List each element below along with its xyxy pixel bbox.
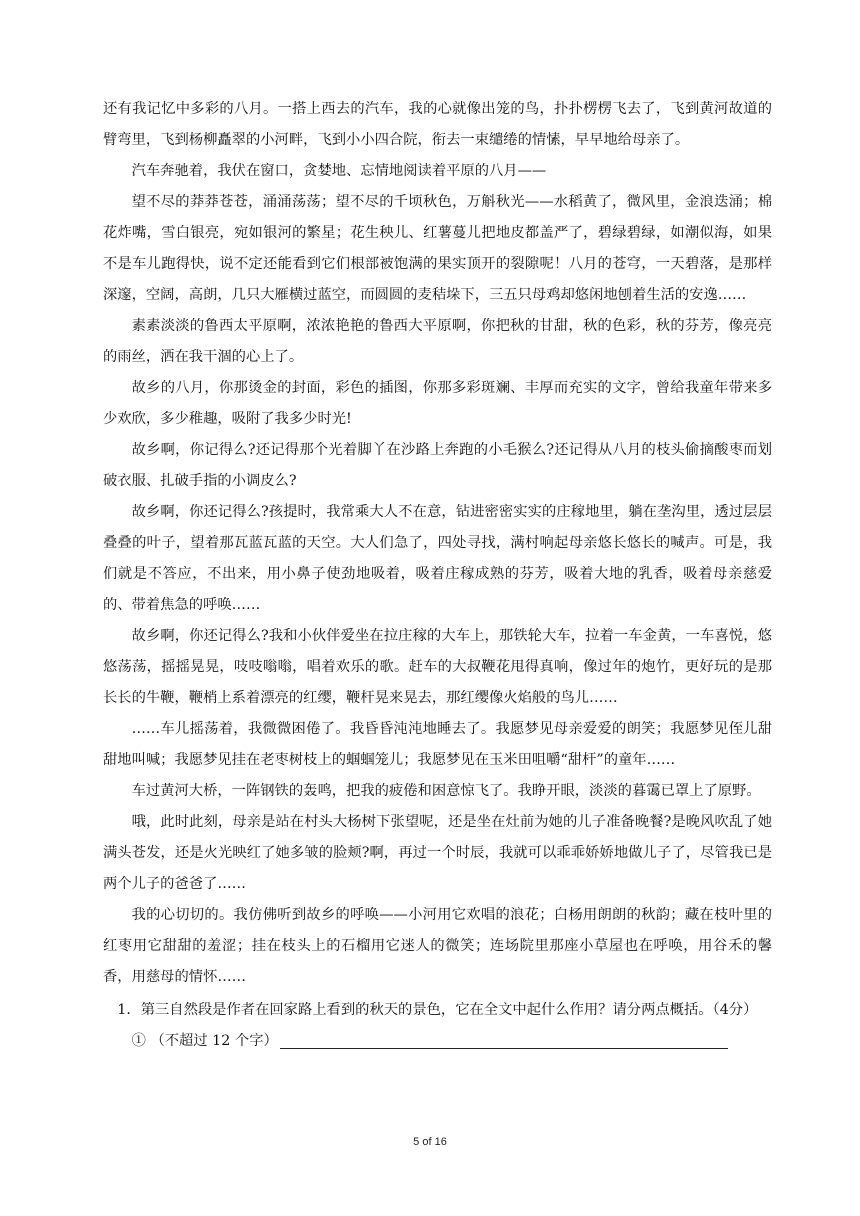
paragraph-2: 汽车奔驰着，我伏在窗口，贪婪地、忘情地阅读着平原的八月—— [131,163,547,179]
paragraph-12: 我的心切切的。我仿佛听到故乡的呼唤——小河用它欢唱的浪花；白杨用朗朗的秋韵；藏在枝叶里的红枣用它甜甜的羞涩；挂在枝头上的石榴用它迷人的微笑；连场院里那座小草屋也在呼唤，用谷禾的馨香，用慈母的情怀…… [103,907,772,985]
paragraph-5: 故乡的八月，你那烫金的封面，彩色的插图，你那多彩斑斓、丰厚而充实的文字，曾给我童年带来多少欢欣，多少稚趣，吸附了我多少时光! [103,380,772,427]
paragraph-7: 故乡啊，你还记得么?孩提时，我常乘大人不在意，钻进密密实实的庄稼地里，躺在垄沟里，透过层层叠叠的叶子，望着那瓦蓝瓦蓝的天空。大人们急了，四处寻找，满村响起母亲悠长悠长的喊声。可是，我们就是不答应，不出来，用小鼻子使劲地吸着，吸着庄稼成熟的芬芳，吸着大地的乳香，吸着母亲慈爱的、带着焦急的呼唤…… [103,504,772,613]
answer-hint: （不超过 12 个字） [150,1033,278,1049]
paragraph-9: ……车儿摇荡着，我微微困倦了。我昏昏沌沌地睡去了。我愿梦见母亲爱爱的朗笑；我愿梦见侄儿甜甜地叫喊；我愿梦见挂在老枣树枝上的蝈蝈笼儿；我愿梦见在玉米田咀嚼“甜杆”的童年…… [103,721,772,768]
paragraph-4: 素素淡淡的鲁西太平原啊，浓浓艳艳的鲁西大平原啊，你把秋的甘甜，秋的色彩，秋的芬芳，像亮亮的雨丝，洒在我干涸的心上了。 [103,318,772,365]
answer-row-1 [103,1026,772,1057]
paragraph-3: 望不尽的莽莽苍苍，涌涌荡荡；望不尽的千顷秋色，万斛秋光——水稻黄了，微风里，金浪迭涌；棉花炸嘴，雪白银亮，宛如银河的繁星；花生秧儿、红薯蔓儿把地皮都盖严了，碧绿碧绿，如潮似海，如果不是车儿跑得快，说不定还能看到它们根部被饱满的果实顶开的裂隙呢！八月的苍穹，一天碧落，是那样深邃，空阔，高朗，几只大雁横过蓝空，而圆圆的麦秸垛下，三五只母鸡却悠闲地刨着生活的安逸…… [103,194,772,303]
paragraph-8: 故乡啊，你还记得么?我和小伙伴爱坐在拉庄稼的大车上，那铁轮大车，拉着一车金黄，一车喜悦，悠悠荡荡，摇摇晃晃，吱吱嗡嗡，唱着欢乐的歌。赶车的大叔鞭花甩得真响，像过年的炮竹，更好玩的是那长长的牛鞭，鞭梢上系着漂亮的红缨，鞭杆晃来晃去，那红缨像火焰般的鸟儿…… [103,628,772,706]
paragraph-6: 故乡啊，你记得么?还记得那个光着脚丫在沙路上奔跑的小毛猴么?还记得从八月的枝头偷摘酸枣而划破衣服、扎破手指的小调皮么? [103,442,772,489]
question-1: 1．第三自然段是作者在回家路上看到的秋天的景色，它在全文中起什么作用？请分两点概括。（4分） [117,1002,758,1018]
answer-blank[interactable] [280,1030,728,1049]
paragraph-11: 哦，此时此刻，母亲是站在村头大杨树下张望呢，还是坐在灶前为她的儿子准备晚餐?是晚风吹乱了她满头苍发，还是火光映红了她多皱的脸颊?啊，再过一个时辰，我就可以乖乖娇娇地做儿子了，尽管我已是两个儿子的爸爸了…… [103,814,772,892]
article-body [103,94,772,1057]
paragraph-10: 车过黄河大桥，一阵钢铁的轰鸣，把我的疲倦和困意惊飞了。我睁开眼，淡淡的暮霭已罩上了原野。 [131,783,761,799]
paragraph-1: 还有我记忆中多彩的八月。一搭上西去的汽车，我的心就像出笼的鸟，扑扑楞楞飞去了，飞到黄河故道的臂弯里，飞到杨柳矗翠的小河畔，飞到小小四合院，衔去一束缱绻的情愫，早早地给母亲了。 [103,101,772,148]
answer-marker: ① [131,1033,146,1049]
page-number: 5 of 16 [413,1136,447,1148]
